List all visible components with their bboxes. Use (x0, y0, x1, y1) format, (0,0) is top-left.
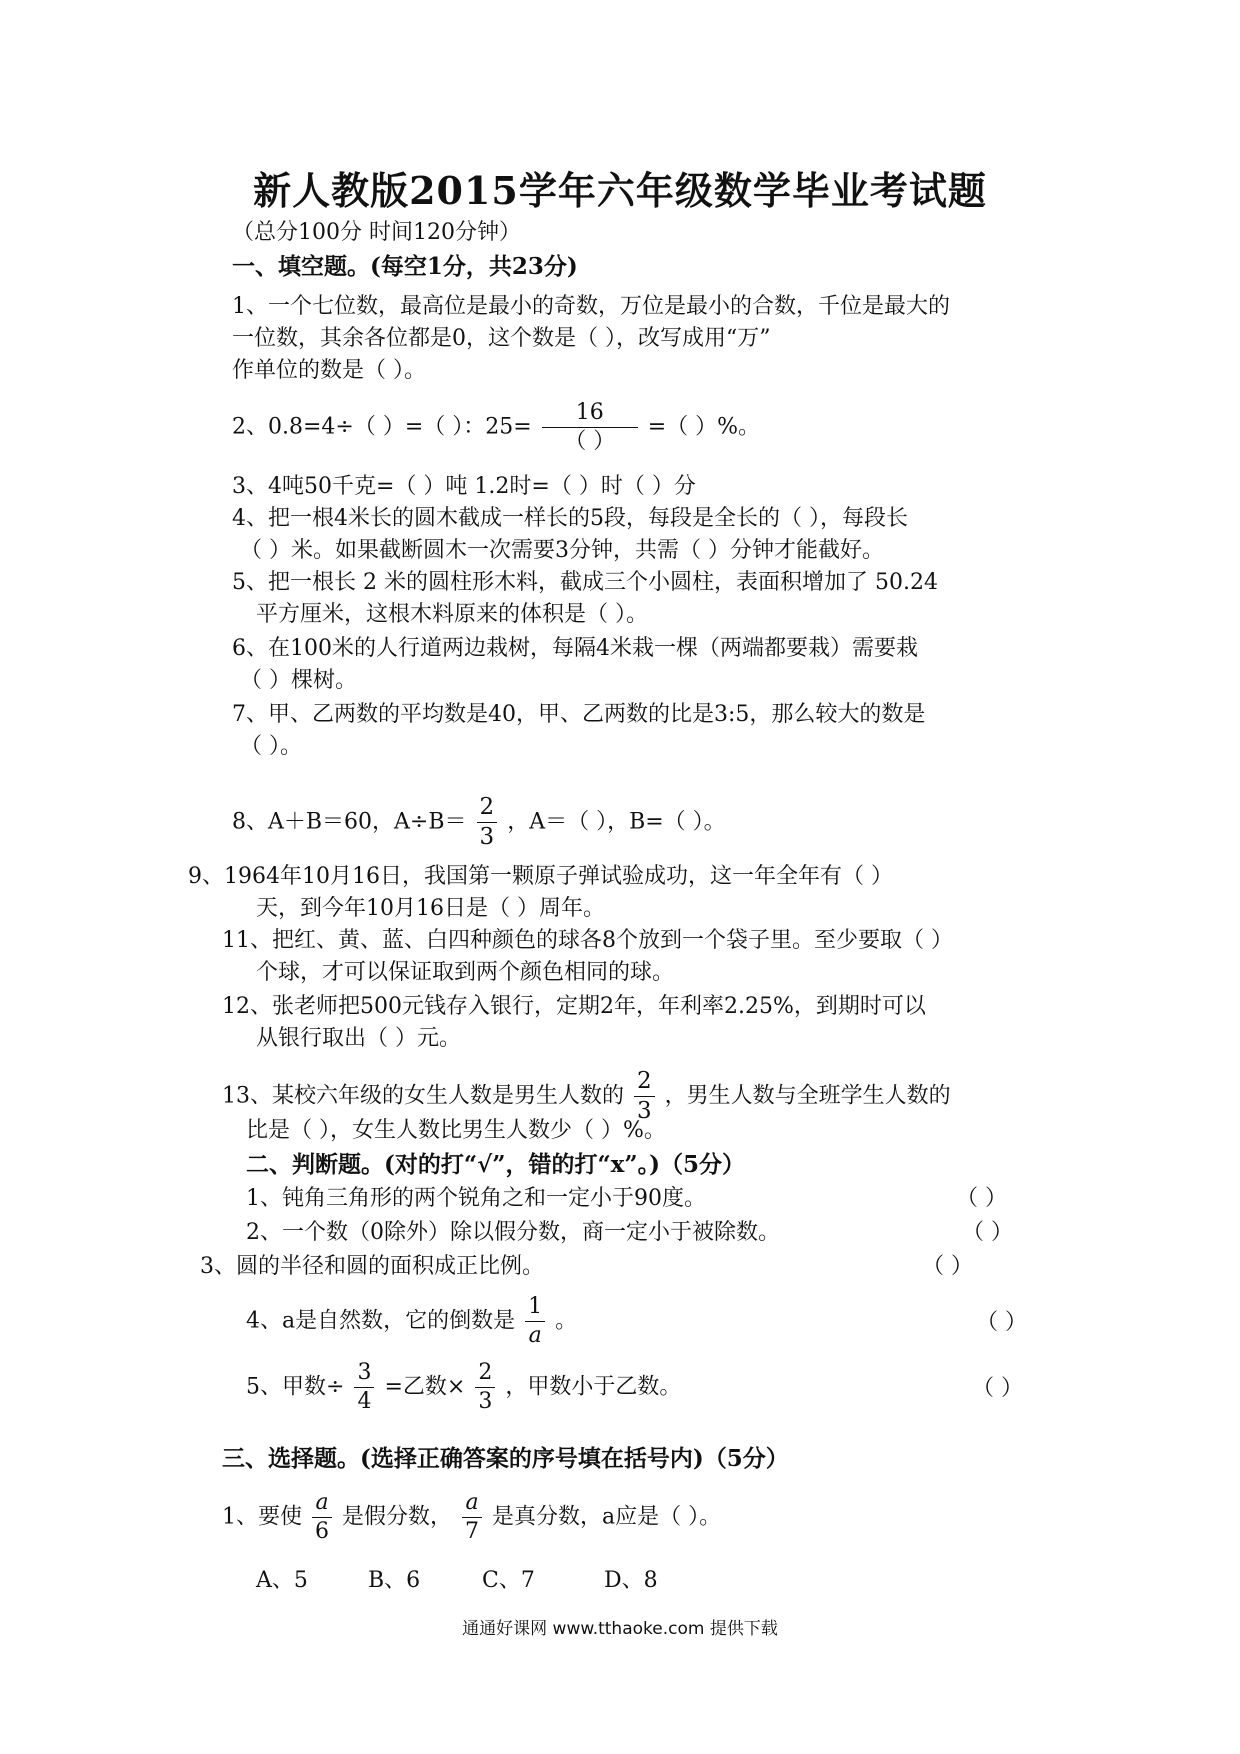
q6-line2: （ ）棵树。 (240, 668, 357, 693)
q2-text-after: =（ ）%。 (647, 414, 761, 440)
q5-line1: 5、把一根长 2 米的圆柱形木料，截成三个小圆柱，表面积增加了 50.24 (232, 570, 938, 595)
q13-fraction-numerator: 2 (634, 1070, 655, 1097)
choice-1-text-before: 1、要使 (222, 1504, 302, 1530)
q8-fraction (477, 796, 498, 849)
judge-3-answer-box: （ ） (922, 1254, 973, 1279)
judge-5-text-after: ，甲数小于乙数。 (505, 1374, 682, 1400)
choice-1-fraction-1 (312, 1492, 332, 1543)
choice-1-text-middle: 是假分数， (342, 1504, 453, 1530)
judge-4-answer-box: （ ） (976, 1310, 1027, 1335)
choice-1-fraction-1-numerator: a (312, 1492, 332, 1518)
choice-1-fraction-2 (462, 1492, 482, 1543)
q12-line2: 从银行取出（ ）元。 (256, 1026, 461, 1051)
judge-4-text-after: 。 (555, 1308, 578, 1334)
q2-fraction-numerator: 16 (542, 402, 638, 428)
judge-5-fraction-2 (475, 1362, 495, 1413)
q12-line1: 12、张老师把500元钱存入银行，定期2年，年利率2.25%，到期时可以 (222, 994, 926, 1019)
q8-line (232, 796, 726, 849)
choice-1 (222, 1492, 721, 1543)
q4-line1: 4、把一根4米长的圆木截成一样长的5段，每段是全长的（ ），每段长 (232, 506, 908, 531)
choice-1-option-d: D、8 (604, 1568, 658, 1593)
q13-text-before: 13、某校六年级的女生人数是男生人数的 (222, 1083, 624, 1109)
q8-text-after: ，A＝（ ），B=（ ）。 (507, 809, 726, 835)
q1-line1: 1、一个七位数，最高位是最小的奇数，万位是最小的合数，千位是最大的 (232, 294, 950, 319)
q11-line1: 11、把红、黄、蓝、白四种颜色的球各8个放到一个袋子里。至少要取（ ） (222, 928, 953, 953)
q2-fraction (542, 402, 638, 453)
q8-text-before: 8、A＋B＝60，A÷B＝ (232, 809, 467, 835)
q13-text-after: ，男生人数与全班学生人数的 (664, 1083, 951, 1109)
choice-1-fraction-1-denominator: 6 (315, 1519, 329, 1544)
choice-1-text-after: 是真分数，a应是（ ）。 (492, 1504, 722, 1530)
choice-1-option-a: A、5 (256, 1568, 308, 1593)
judge-1-answer-box: （ ） (956, 1186, 1007, 1211)
judge-1: 1、钝角三角形的两个锐角之和一定小于90度。 (246, 1186, 706, 1211)
q9-line2: 天，到今年10月16日是（ ）周年。 (256, 896, 605, 921)
section-fill-heading: 一、填空题。(每空1分，共23分) (232, 253, 578, 280)
judge-5-fraction-1 (354, 1362, 374, 1413)
section-choice-heading: 三、选择题。(选择正确答案的序号填在括号内)（5分） (222, 1445, 789, 1472)
q8-fraction-denominator: 3 (479, 824, 495, 850)
exam-info: （总分100分 时间120分钟） (232, 220, 521, 245)
q13-line2: 比是（ ），女生人数比男生人数少（ ）%。 (246, 1118, 666, 1143)
judge-5-answer-box: （ ） (972, 1376, 1023, 1401)
section-judge-heading: 二、判断题。(对的打“√”，错的打“x”。)（5分） (246, 1151, 746, 1178)
choice-1-option-c: C、7 (482, 1568, 535, 1593)
judge-2-answer-box: （ ） (962, 1220, 1013, 1245)
q2-fraction-denominator: （ ） (564, 429, 616, 454)
choice-1-fraction-2-denominator: 7 (465, 1519, 480, 1544)
q2-text-before: 2、0.8=4÷（ ）=（ ）：25= (232, 414, 532, 440)
choice-1-fraction-2-numerator: a (462, 1492, 482, 1518)
q6-line1: 6、在100米的人行道两边栽树，每隔4米栽一棵（两端都要栽）需要栽 (232, 636, 918, 661)
judge-4-fraction-denominator: a (528, 1323, 542, 1348)
page-title: 新人教版2015学年六年级数学毕业考试题 (253, 168, 987, 213)
judge-5-fraction-2-denominator: 3 (478, 1389, 493, 1414)
judge-2: 2、一个数（0除外）除以假分数，商一定小于被除数。 (246, 1220, 780, 1245)
judge-5-text-before: 5、甲数÷ (246, 1374, 345, 1400)
q8-fraction-numerator: 2 (477, 796, 498, 823)
judge-4-fraction-numerator: 1 (525, 1296, 545, 1322)
q7-line2: （ ）。 (240, 734, 302, 759)
download-footer: 通通好课网 www.tthaoke.com 提供下载 (462, 1619, 778, 1639)
choice-1-option-b: B、6 (368, 1568, 421, 1593)
judge-4-fraction (525, 1296, 545, 1347)
judge-4 (246, 1296, 577, 1347)
q13-fraction-denominator: 3 (637, 1098, 652, 1124)
q4-line2: （ ）米。如果截断圆木一次需要3分钟，共需（ ）分钟才能截好。 (240, 538, 884, 563)
q5-line2: 平方厘米，这根木料原来的体积是（ ）。 (256, 602, 648, 627)
judge-5-fraction-1-numerator: 3 (354, 1362, 374, 1388)
judge-5-fraction-1-denominator: 4 (357, 1389, 372, 1414)
judge-3: 3、圆的半径和圆的面积成正比例。 (200, 1254, 544, 1279)
q1-line2: 一位数，其余各位都是0，这个数是（ ），改写成用“万” (232, 326, 771, 351)
judge-5-fraction-2-numerator: 2 (475, 1362, 495, 1388)
judge-4-text-before: 4、a是自然数，它的倒数是 (246, 1308, 516, 1334)
q3-line: 3、4吨50千克=（ ）吨 1.2时=（ ）时（ ）分 (232, 474, 696, 499)
q9-line1: 9、1964年10月16日，我国第一颗原子弹试验成功，这一年全年有（ ） (188, 864, 893, 889)
q1-line3: 作单位的数是（ ）。 (232, 358, 426, 383)
q11-line2: 个球，才可以保证取到两个颜色相同的球。 (256, 960, 675, 985)
judge-5-text-middle: =乙数× (384, 1374, 466, 1400)
q2-line (232, 402, 760, 453)
judge-5 (246, 1362, 681, 1413)
q7-line1: 7、甲、乙两数的平均数是40，甲、乙两数的比是3:5，那么较大的数是 (232, 702, 926, 727)
